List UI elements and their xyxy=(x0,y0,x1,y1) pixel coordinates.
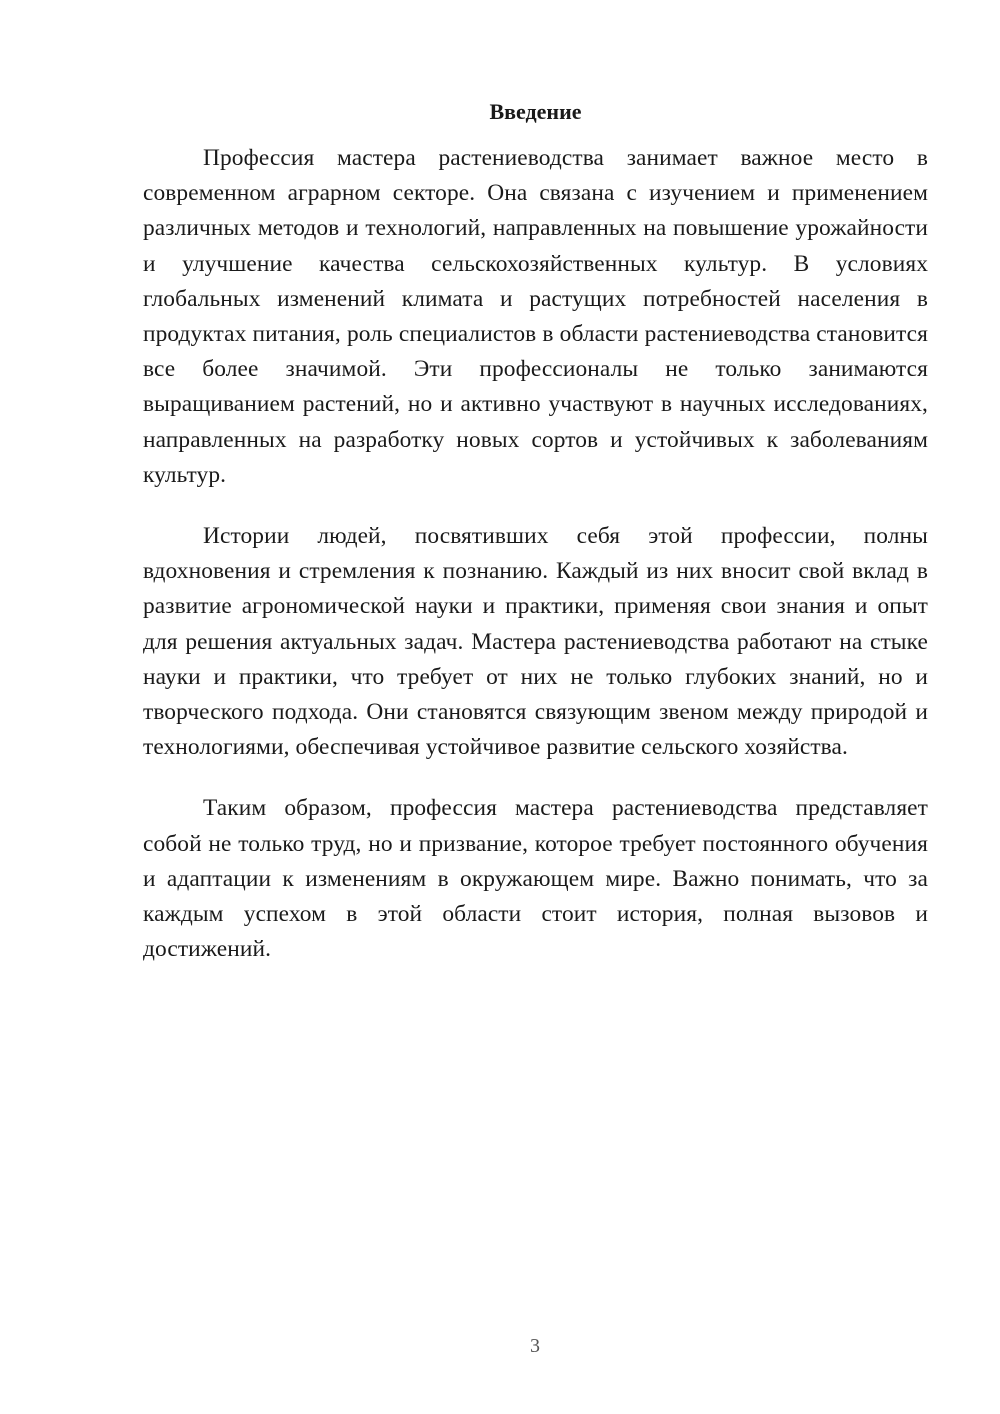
paragraph-1: Профессия мастера растениеводства занимает важное место в современном аграрном секторе. Она связана с изучением и применением различных методов и технологий, направленных на повышение урожайности и улучшение качества сельскохозяйственных культур. В условиях глобальных изменений климата и растущих потребностей населения в продуктах питания, роль специалистов в области растениеводства становится все более значимой. Эти профессионалы не только занимаются выращиванием растений, но и активно участвуют в научных исследованиях, направленных на разработку новых сортов и устойчивых к заболеваниям культур. xyxy=(143,145,928,488)
paragraph-3: Таким образом, профессия мастера растениеводства представляет собой не только труд, но и призвание, которое требует постоянного обучения и адаптации к изменениям в окружающем мире. Важно понимать, что за каждым успехом в этой области стоит история, полная вызовов и достижений. xyxy=(143,795,928,963)
document-body xyxy=(143,141,928,993)
section-heading: Введение xyxy=(489,99,582,124)
page-number: 3 xyxy=(530,1335,540,1357)
paragraph-2: Истории людей, посвятивших себя этой профессии, полны вдохновения и стремления к познанию. Каждый из них вносит свой вклад в развитие агрономической науки и практики, применяя свои знания и опыт для решения актуальных задач. Мастера растениеводства работают на стыке науки и практики, что требует от них не только глубоких знаний, но и творческого подхода. Они становятся связующим звеном между природой и технологиями, обеспечивая устойчивое развитие сельского хозяйства. xyxy=(143,523,928,761)
